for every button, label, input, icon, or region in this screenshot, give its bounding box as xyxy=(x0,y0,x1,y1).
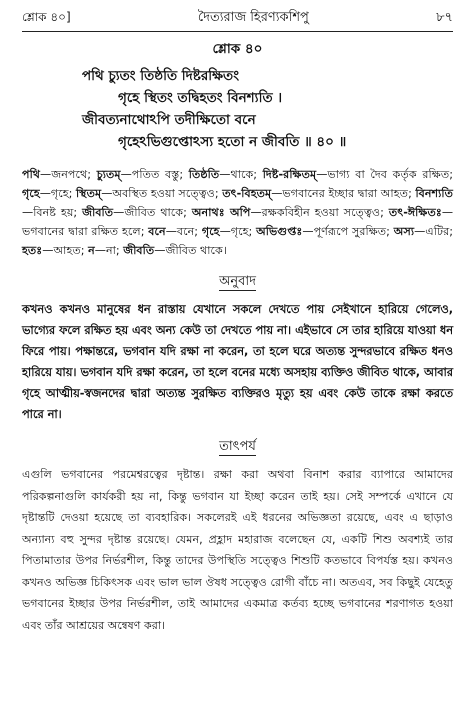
synonym-term: জীবতি xyxy=(123,244,155,257)
synonym-meaning: ভগবানের দ্বারা রক্ষিত হলে; xyxy=(22,225,149,238)
synonym-meaning: ভগবানের ইচ্ছার দ্বারা আহত; xyxy=(282,187,416,200)
purport-title: তাৎপর্য xyxy=(219,439,256,454)
synonym-meaning: থাকে; xyxy=(230,168,263,181)
synonym-meaning: ভাগ্য বা দৈব কর্তৃক রক্ষিত; xyxy=(327,168,453,181)
header-rule xyxy=(22,31,453,32)
synonym-term: হতঃ xyxy=(22,244,43,257)
page-number: ৮৭ xyxy=(436,10,453,25)
synonym-term: অনাথঃ অপি xyxy=(191,206,251,219)
synonym-meaning: জনপথে; xyxy=(51,168,97,181)
synonym-term: তৎ-ঈক্ষিতঃ xyxy=(388,206,442,219)
synonyms-paragraph: পথি—জনপথে; চ্যুতম্—পতিত বস্তু; তিষ্ঠতি—থাকে; দিষ্ট-রক্ষিতম্—ভাগ্য বা দৈব কর্তৃক রক্ষিত; গৃহে—গৃহে; স্থিতম্—অবস্থিত হওয়া সত্ত্বেও; তৎ-বিহতম্—ভগবানের ইচ্ছার দ্বারা আহত; বিনশ্যতি—বিনষ্ট হয়; জীবতি—জীবিত থাকে; অনাথঃ অপি—রক্ষকবিহীন হওয়া সত্ত্বেও; তৎ-ঈক্ষিতঃ—ভগবানের দ্বারা রক্ষিত হলে; বনে—বনে; গৃহে—গৃহে; অভিগুপ্তঃ—পূর্ণরূপে সুরক্ষিত; অস্য—এটির; হতঃ—আহত; ন—না; জীবতি—জীবিত থাকে। xyxy=(22,168,454,257)
purport-text: এগুলি ভগবানের পরমেশ্বরত্বের দৃষ্টান্ত। রক্ষা করা অথবা বিনাশ করার ব্যাপারে আমাদের পরিকল্পনাগুলি কার্যকরী হয় না, কিন্তু ভগবান যা ইচ্ছা করেন তাই হয়। সেই সম্পর্কে এখানে যে দৃষ্টান্তটি দেওয়া হয়েছে তা ব্যবহারিক। সকলেরই এই ধরনের অভিজ্ঞতা রয়েছে, এবং এ ছাড়াও অন্যান্য বহু সুন্দর দৃষ্টান্ত রয়েছে। যেমন, প্রহ্লাদ মহারাজ বলেছেন যে, একটি শিশু অবশ্যই তার পিতামাতার উপর নির্ভরশীল, কিন্তু তাদের উপস্থিতি সত্ত্বেও শিশুটি কতভাবে বিপর্যস্ত হয়। কখনও কখনও অভিজ্ঞ চিকিৎসক এবং ভাল ভাল ঔষধ সত্ত্বেও রোগী বাঁচে না। অতএব, সব কিছুই যেহেতু ভগবানের ইচ্ছার উপর নির্ভরশীল, তাই আমাদের একমাত্র কর্তব্য হচ্ছে ভগবানের শরণাগত হওয়া এবং তাঁর আশ্রয়ের অন্বেষণ করা। xyxy=(22,468,453,632)
synonym-meaning: পূর্ণরূপে সুরক্ষিত; xyxy=(313,225,394,238)
purport-heading xyxy=(22,437,453,458)
synonym-meaning: গৃহে; xyxy=(230,225,257,238)
synonym-meaning: জীবিত থাকে; xyxy=(124,206,192,219)
synonym-meaning: আহত; xyxy=(53,244,89,257)
synonym-term: গৃহে xyxy=(22,187,40,200)
header-verse-ref: শ্লোক ৪০] xyxy=(22,10,71,24)
translation-heading xyxy=(22,272,453,293)
synonym-term: পথি xyxy=(22,168,41,181)
synonym-term: অভিগুপ্তঃ xyxy=(256,225,303,238)
synonym-term: চ্যুতম্ xyxy=(96,168,121,181)
synonym-term: দিষ্ট-রক্ষিতম্ xyxy=(262,168,317,181)
synonym-meaning: জীবিত থাকে। xyxy=(165,244,227,257)
synonym-meaning: বনে; xyxy=(176,225,202,238)
synonym-meaning: গৃহে; xyxy=(50,187,76,200)
verse-line: গৃহে স্থিতং তদ্বিহতং বিনশ্যতি । xyxy=(118,90,283,106)
synonym-term: বিনশ্যতি xyxy=(415,187,454,200)
sanskrit-verse xyxy=(22,65,453,153)
translation-text: কখনও কখনও মানুষের ধন রাস্তায় যেখানে সকলে দেখতে পায় সেইখানে হারিয়ে গেলেও, ভাগ্যের ফলে রক্ষিত হয় এবং অন্য কেউ তা দেখতে পায় না। এইভাবে সে তার হারিয়ে যাওয়া ধন ফিরে পায়। পক্ষান্তরে, ভগবান যদি রক্ষা না করেন, তা হলে ঘরে অত্যন্ত সুন্দরভাবে রক্ষিত ধনও হারিয়ে যায়। ভগবান যদি রক্ষা করেন, তা হলে বনের মধ্যে অসহায় ব্যক্তিও জীবিত থাকে, আবার গৃহে আত্মীয়-স্বজনদের দ্বারা অত্যন্ত সুরক্ষিত ব্যক্তিরও মৃত্যু হয় এবং কেউ তাকে রক্ষা করতে পারে না। xyxy=(22,303,453,421)
verse-line: গৃহেঽভিগুপ্তোঽস্য হতো ন জীবতি ॥ ৪০ ॥ xyxy=(118,134,347,150)
synonym-term: গৃহে xyxy=(201,225,220,238)
synonym-term: জীবতি xyxy=(82,206,114,219)
verse-line: পথি চ্যুতং তিষ্ঠতি দিষ্টরক্ষিতং xyxy=(82,68,239,84)
synonym-meaning: বিনষ্ট হয়; xyxy=(33,206,83,219)
synonym-meaning: পতিত বস্তু; xyxy=(131,168,189,181)
verse-number: শ্লোক ৪০ xyxy=(212,41,263,57)
synonym-meaning: এটির; xyxy=(425,225,453,238)
synonym-meaning: না; xyxy=(105,244,124,257)
synonym-term: অস্য xyxy=(393,225,415,238)
header-chapter-title: দৈত্যরাজ হিরণ্যকশিপু xyxy=(197,10,309,25)
synonym-meaning: অবস্থিত হওয়া সত্ত্বেও; xyxy=(112,187,223,200)
translation-title: অনুবাদ xyxy=(219,274,256,289)
verse-line: জীবত্যনাথোঽপি তদীক্ষিতো বনে xyxy=(82,112,256,128)
synonym-term: স্থিতম্ xyxy=(75,187,102,200)
synonym-term: ন xyxy=(88,244,95,257)
synonym-term: বনে xyxy=(148,225,166,238)
synonym-meaning: রক্ষকবিহীন হওয়া সত্ত্বেও; xyxy=(261,206,389,219)
running-header xyxy=(22,8,453,30)
synonym-term: তিষ্ঠতি xyxy=(188,168,220,181)
synonym-term: তৎ-বিহতম্ xyxy=(222,187,272,200)
